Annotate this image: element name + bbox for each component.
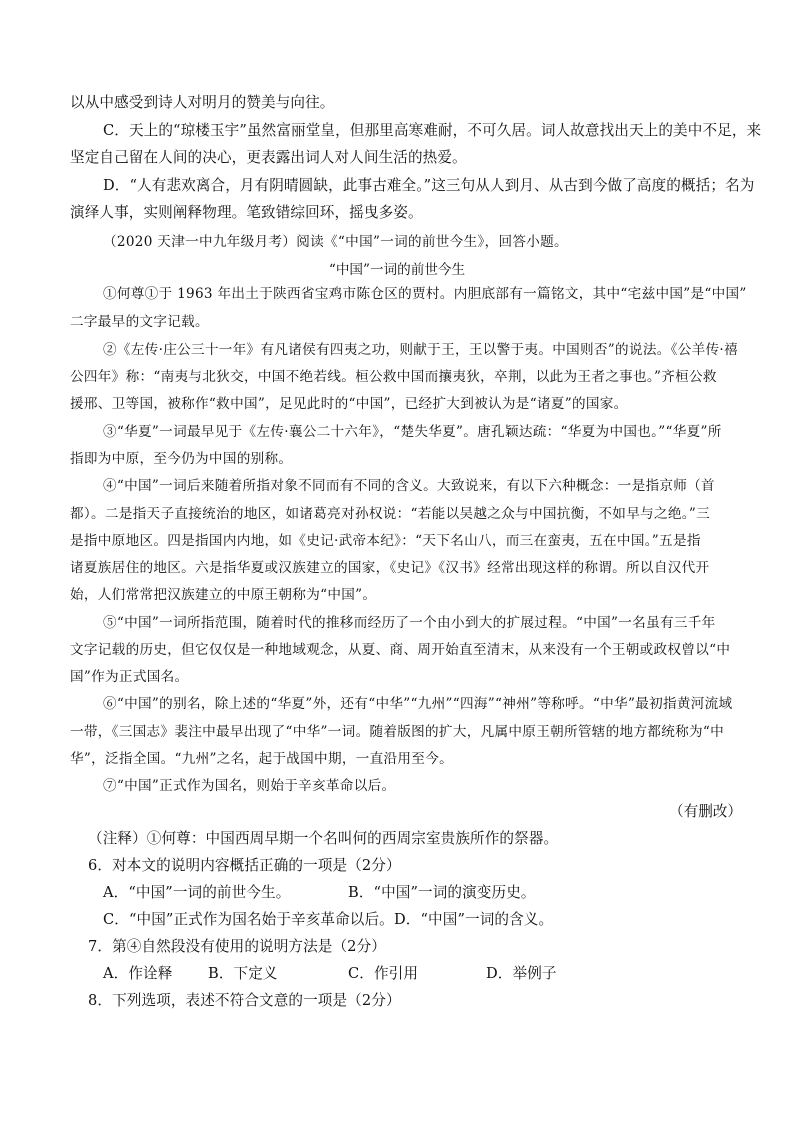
question-7-option-a: A．作诠释 bbox=[103, 965, 173, 982]
paragraph-5-line-1: ⑤“中国”一词所指范围，随着时代的推移而经历了一个由小到大的扩展过程。“中国”一名虽有三千年 bbox=[103, 615, 716, 631]
question-7-option-b: B．下定义 bbox=[208, 965, 278, 982]
question-6-option-a: A．“中国”一词的前世今生。 bbox=[103, 884, 291, 901]
option-c-line-1: C．天上的“琼楼玉宇”虽然富丽堂皇，但那里高寒难耐，不可久居。词人故意找出天上的美中不足，来 bbox=[103, 122, 762, 139]
paragraph-3-line-1: ③“华夏”一词最早见于《左传·襄公二十六年》，“楚失华夏”。唐孔颖达疏：“华夏为中国也。”“华夏”所 bbox=[103, 424, 722, 440]
paragraph-4-line-2: 都）。二是指天子直接统治的地区，如诸葛亮对孙权说：“若能以吴越之众与中国抗衡，不如早与之绝。”三 bbox=[70, 506, 711, 522]
option-a-tail: 以从中感受到诗人对明月的赞美与向往。 bbox=[70, 94, 335, 111]
paragraph-2-line-2: 公四年》称：“南夷与北狄交，中国不绝若线。桓公救中国而攘夷狄，卒荆，以此为王者之事也。”齐桓公救 bbox=[70, 369, 717, 385]
paragraph-6-line-3: 华”，泛指全国。“九州”之名，起于战国中期，一直沿用至今。 bbox=[70, 751, 453, 767]
paragraph-3-line-2: 指即为中原，至今仍为中国的别称。 bbox=[70, 451, 293, 467]
option-d-line-1: D．“人有悲欢离合，月有阴晴圆缺，此事古难全。”这三句从人到月、从古到今做了高度的概括；名为 bbox=[103, 177, 755, 194]
annotation-note: （注释）①何尊：中国西周早期一个名叫何的西周宗室贵族所作的祭器。 bbox=[88, 830, 559, 847]
paragraph-6-line-2: 一带，《三国志》裴注中最早出现了“中华”一词。随着版图的扩大，凡属中原王朝所管辖的地方都统称为“中 bbox=[70, 724, 725, 740]
paragraph-5-line-2: 文字记载的历史，但它仅仅是一种地域观念，从夏、商、周开始直至清末，从来没有一个王朝或政权曾以“中 bbox=[70, 642, 731, 658]
question-7-option-d: D．举例子 bbox=[486, 965, 557, 982]
option-d-line-2: 演绎人事，实则阐释物理。笔致错综回环，摇曳多姿。 bbox=[70, 204, 423, 221]
paragraph-5-line-3: 国”作为正式国名。 bbox=[70, 669, 189, 685]
paragraph-7: ⑦“中国”正式作为国名，则始于辛亥革命以后。 bbox=[103, 778, 396, 794]
paragraph-1-line-1: ①何尊①于 1963 年出土于陕西省宝鸡市陈仓区的贾村。内胆底部有一篇铭文，其中“宅兹中国”是“中国” bbox=[103, 286, 747, 302]
reading-intro: （2020 天津一中九年级月考）阅读《“中国”一词的前世今生》，回答小题。 bbox=[103, 234, 568, 250]
paragraph-1-line-2: 二字最早的文字记载。 bbox=[70, 314, 209, 330]
paragraph-4-line-4: 诸夏族居住的地区。六是指华夏或汉族建立的国家，《史记》《汉书》经常出现这样的称谓。所以自汉代开 bbox=[70, 560, 710, 576]
question-6-option-c: C．“中国”正式作为国名始于辛亥革命以后。 bbox=[103, 911, 394, 928]
paragraph-6-line-1: ⑥“中国”的别名，除上述的“华夏”外，还有“中华”“九州”“四海”“神州”等称呼。“中华”最初指黄河流域 bbox=[103, 696, 733, 712]
source-note: （有删改） bbox=[669, 803, 742, 820]
option-c-line-2: 坚定自己留在人间的决心，更表露出词人对人间生活的热爱。 bbox=[70, 149, 467, 166]
article-title: “中国”一词的前世今生 bbox=[328, 262, 466, 278]
paragraph-2-line-3: 援邢、卫等国，被称作“救中国”，足见此时的“中国”，已经扩大到被认为是“诸夏”的国家。 bbox=[70, 396, 628, 412]
paragraph-4-line-1: ④“中国”一词后来随着所指对象不同而有不同的含义。大致说来，有以下六种概念：一是指京师（首 bbox=[103, 478, 715, 494]
question-6-stem: 6．对本文的说明内容概括正确的一项是（2分） bbox=[88, 857, 401, 874]
paragraph-4-line-3: 是指中原地区。四是指国内内地，如《史记·武帝本纪》：“天下名山八，而三在蛮夷，五在中国。”五是指 bbox=[70, 533, 701, 549]
question-6-option-b: B．“中国”一词的演变历史。 bbox=[348, 884, 536, 901]
question-7-option-c: C．作引用 bbox=[348, 965, 419, 982]
question-7-stem: 7．第④自然段没有使用的说明方法是（2分） bbox=[88, 938, 386, 955]
question-6-option-d: D．“中国”一词的含义。 bbox=[394, 911, 554, 928]
paragraph-4-line-5: 始，人们常常把汉族建立的中原王朝称为“中国”。 bbox=[70, 587, 377, 603]
question-8-stem: 8．下列选项，表述不符合文意的一项是（2分） bbox=[88, 992, 401, 1009]
paragraph-2-line-1: ②《左传·庄公三十一年》有凡诸侯有四夷之功，则献于王，王以警于夷。中国则否”的说法。《公羊传·禧 bbox=[103, 342, 738, 358]
